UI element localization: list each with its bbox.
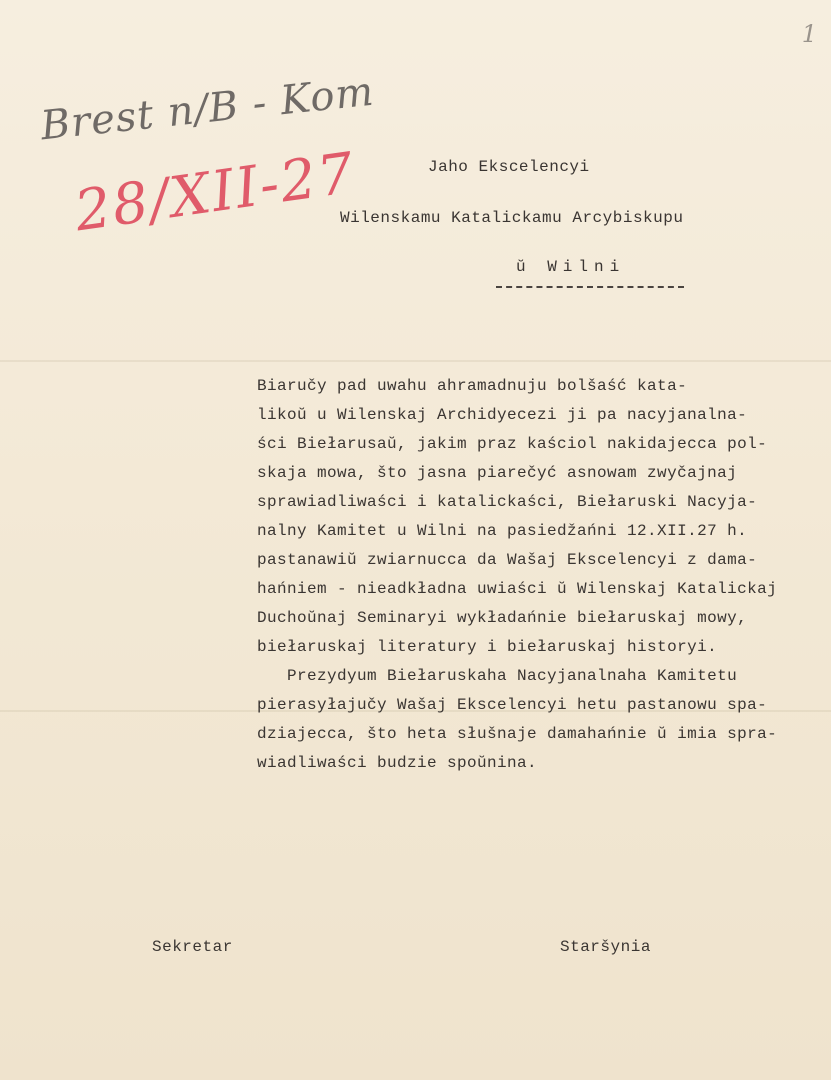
addressee-title: Jaho Ekscelencyi — [428, 158, 590, 176]
body-line: nalny Kamitet u Wilni na pasiedžańni 12.XII.27 h. — [257, 522, 748, 540]
signature-secretary: Sekretar — [152, 938, 233, 956]
body-line: pierasyłajučy Wašaj Ekscelencyi hetu pastanowu spa- — [257, 696, 768, 714]
body-line: Duchoŭnaj Seminaryi wykładańnie biełaruskaj mowy, — [257, 609, 748, 627]
paper-fold-line — [0, 360, 831, 362]
body-line: wiadliwaści budzie spoŭnina. — [257, 754, 538, 772]
body-line: ści Biełarusaŭ, jakim praz kaściol nakidajecca pol- — [257, 435, 768, 453]
handwritten-date-note: 28/XII-27 — [70, 140, 360, 245]
body-line: pastanawiŭ zwiarnucca da Wašaj Ekscelencyi z dama- — [257, 551, 758, 569]
handwritten-location-note: Brest n/B - Kom — [38, 68, 377, 150]
body-line: hańniem - nieadkładna uwiaści ŭ Wilenskaj Katalickaj — [257, 580, 778, 598]
addressee-place: ŭ Wilni — [516, 258, 626, 276]
body-line: dziajecca, što heta słušnaje damahańnie ŭ imia spra- — [257, 725, 778, 743]
letter-body — [257, 372, 817, 778]
body-line: sprawiadliwaści i katalickaści, Biełaruski Nacyja- — [257, 493, 758, 511]
page-number: 1 — [801, 20, 817, 48]
body-line: biełaruskaj literatury i biełaruskaj historyi. — [257, 638, 718, 656]
body-line: likoŭ u Wilenskaj Archidyecezi ji pa nacyjanalna- — [257, 406, 748, 424]
addressee-name: Wilenskamu Katalickamu Arcybiskupu — [340, 209, 684, 227]
signature-chairman: Staršynia — [560, 938, 651, 956]
body-line: Prezydyum Biełaruskaha Nacyjanalnaha Kamitetu — [287, 667, 738, 685]
addressee-underline — [496, 286, 684, 288]
body-line: Biaručy pad uwahu ahramadnuju bolšaść kata- — [257, 377, 688, 395]
body-line: skaja mowa, što jasna piarečyć asnowam zwyčajnaj — [257, 464, 738, 482]
